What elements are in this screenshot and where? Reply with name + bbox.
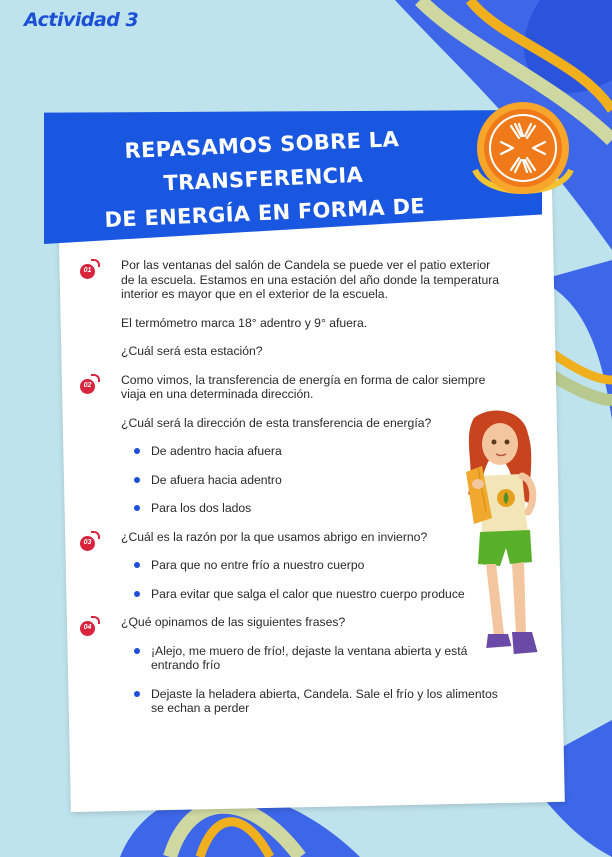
question-number: 03 [80,536,95,551]
option-item: Dejaste la heladera abierta, Candela. Sale el frío y los alimentos se echan a perder [121,687,506,716]
title-line-1: REPASAMOS SOBRE LA TRANSFERENCIA [124,127,400,196]
activity-content [76,258,506,716]
question-number: 02 [80,379,95,394]
question-4 [76,615,506,716]
question-text: Como vimos, la transferencia de energía en forma de calor siempre viaja en una determinada dirección. [121,372,486,401]
option-item: Para los dos lados [121,501,506,516]
option-list [121,644,506,716]
option-list [121,444,506,516]
question-2 [76,373,506,516]
question-text: ¿Qué opinamos de las siguientes frases? [121,615,346,629]
title-line-2: DE ENERGÍA EN FORMA DE CALOR [104,194,426,261]
question-1 [76,258,506,359]
activity-label: Actividad 3 [24,9,139,31]
question-text: ¿Cuál es la razón por la que usamos abrigo en invierno? [121,529,428,544]
option-item: De adentro hacia afuera [121,444,506,459]
option-item: Para evitar que salga el calor que nuestro cuerpo produce [121,587,506,602]
question-text: ¿Cuál será esta estación? [121,344,263,358]
question-3 [76,530,506,602]
option-item: De afuera hacia adentro [121,473,506,488]
option-item: ¡Alejo, me muero de frío!, dejaste la ventana abierta y está entrando frío [121,644,506,673]
hands-circle-icon [467,98,579,202]
question-text: El termómetro marca 18° adentro y 9° afuera. [121,315,368,330]
question-text: Por las ventanas del salón de Candela se puede ver el patio exterior de la escuela. Estamos en una estación del año donde la temperatura interior es mayor que en el exterior de la escuela. [121,258,500,301]
question-text: ¿Cuál será la dirección de esta transferencia de energía? [121,415,432,430]
question-number: 01 [80,264,95,279]
character-illustration [452,408,552,678]
page-title [61,119,467,272]
option-list [121,558,506,601]
option-item: Para que no entre frío a nuestro cuerpo [121,558,506,573]
question-number: 04 [80,621,95,636]
